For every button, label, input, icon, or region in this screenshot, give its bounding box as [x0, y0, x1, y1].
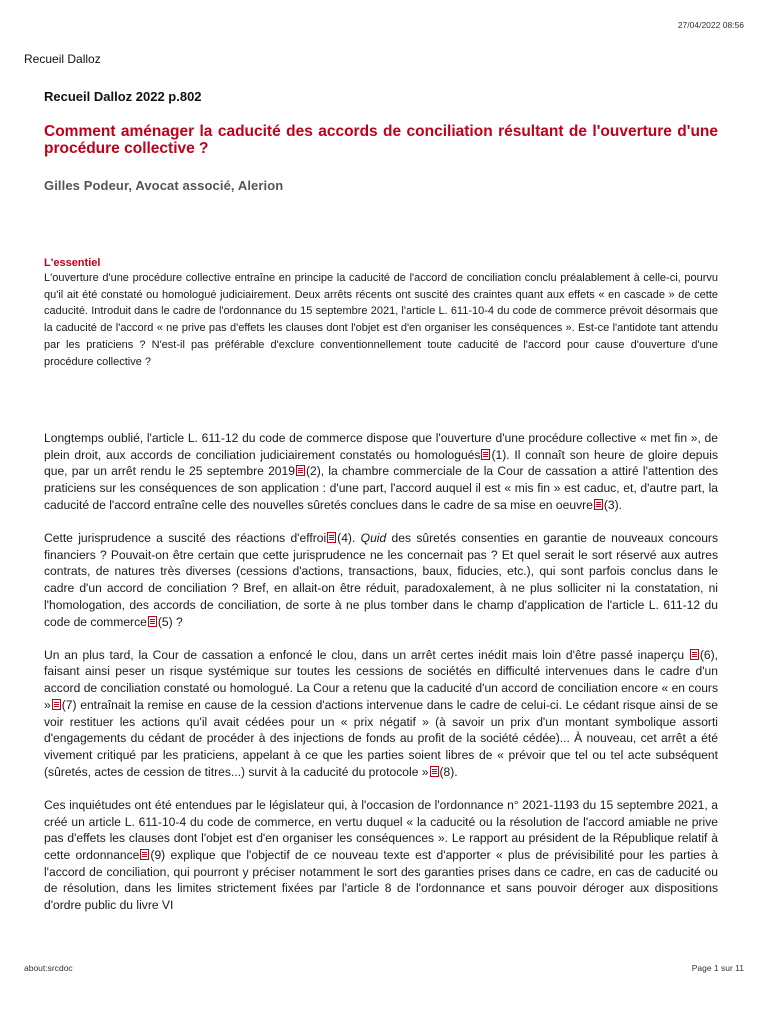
text-run: .	[454, 764, 458, 779]
document-icon[interactable]	[481, 449, 490, 460]
paragraph-2	[44, 530, 718, 630]
document-icon[interactable]	[430, 766, 439, 777]
article-reference: Recueil Dalloz 2022 p.802	[44, 89, 202, 104]
document-icon[interactable]	[690, 649, 699, 660]
document-icon[interactable]	[52, 699, 61, 710]
text-run: . Il connaît son heure de gloire depuis que, par un arrêt rendu le 25 septembre 2019	[44, 447, 718, 479]
text-run: explique que l'objectif de ce nouveau texte est d'apporter « plus de prévisibilité pour les parties à l'accord de conciliation, qui pourront y préciser notamment le sort des garanties prises dans ce cadre, en cas de caducité ou de résolution, dans les limites strictement fixées par l'article 8 de l'ordonnance et sans pouvoir déroger aux dispositions d'ordre public du livre VI	[44, 847, 718, 913]
document-icon[interactable]	[140, 849, 149, 860]
footnote-link-3[interactable]: (3)	[603, 497, 619, 512]
footnote-link-7[interactable]: (7)	[61, 697, 77, 712]
paragraph-1	[44, 430, 718, 514]
document-icon[interactable]	[148, 616, 157, 627]
print-url: about:srcdoc	[24, 963, 73, 973]
text-run: , faisant ainsi peser un risque systémique sur toutes les cessions de sociétés en difficulté intervenues dans le cadre d'un accord de conciliation constaté ou homologué. La Cour a retenu que la caducité d'un accord de conciliation encore « en cours »	[44, 647, 718, 712]
quid-emphasis: Quid	[360, 531, 387, 546]
text-run: entraînait la remise en cause de la cession d'actions intervenue dans le cadre de celui-ci. Le cédant risque ainsi de se voir restituer les actions qu'il avait cédées pour un « prix négatif » (à savoir un prix d'un montant symbolique assorti d'engagements du cédant de procéder à des injections de fonds au profit de la société cédée)... À nouveau, cet arrêt a été vivement critiqué par les praticiens, appelant à ce que les parties soient libres de « prévoir que tel ou tel acte subséquent (sûretés, actes de cession de titres...) survit à la caducité du protocole »	[44, 697, 718, 779]
page-indicator: Page 1 sur 11	[691, 963, 744, 973]
text-run: Longtemps oublié, l'article L. 611-12 du code de commerce dispose que l'ouverture d'une procédure collective « met fin », de plein droit, aux accords de conciliation judiciairement constatés ou homologués	[44, 431, 718, 462]
document-icon[interactable]	[327, 532, 336, 543]
text-run: Un an plus tard, la Cour de cassation a enfoncé le clou, dans un arrêt certes inédit mais loin d'être passé inaperçu	[44, 647, 689, 662]
text-run: Cette jurisprudence a suscité des réactions d'effroi	[44, 531, 327, 546]
text-run: des sûretés consenties en garantie de nouveaux concours financiers ? Pouvait-on être certain que cette jurisprudence ne les concernait pas ? Et quel serait le sort réservé aux autres contrats, de natures très diverses (cessions d'actions, transactions, baux, fiducies, etc.), qui sont parfois conclus dans le cadre d'un accord de conciliation ? Bref, en allait-on être réduit, paradoxalement, à ne plus solliciter ni la constatation, ni l'homologation, des accords de conciliation, de sorte à ne plus tomber dans le champ d'application de l'article L. 611-12 du code de commerce	[44, 531, 718, 629]
text-run: .	[618, 497, 623, 512]
footnote-link-4[interactable]: (4)	[337, 531, 352, 546]
footnote-link-5[interactable]: (5)	[157, 614, 173, 629]
article-body	[44, 430, 718, 914]
footnote-link-1[interactable]: (1)	[491, 447, 507, 462]
footnote-link-6[interactable]: (6)	[699, 647, 715, 662]
document-icon[interactable]	[594, 499, 603, 510]
footnote-link-8[interactable]: (8)	[439, 764, 455, 779]
essentiel-heading: L'essentiel	[44, 257, 101, 269]
essentiel-text: L'ouverture d'une procédure collective entraîne en principe la caducité de l'accord de conciliation conclu préalablement à celle-ci, pourvu qu'il ait été constaté ou homologué judiciairement. Deux arrêts récents ont suscité des craintes quant aux effets « en cascade » de cette caducité. Introduit dans le cadre de l'ordonnance du 15 septembre 2021, l'article L. 611-10-4 du code de commerce prévoit désormais que la caducité de l'accord « ne prive pas d'effets les clauses dont l'objet est d'en organiser les conséquences ». Est-ce l'antidote tant attendu par les praticiens ? N'est-il pas préférable d'exclure conventionnellement toute caducité de l'accord pour cause d'ouverture d'une procédure collective ?	[44, 272, 718, 368]
print-datetime: 27/04/2022 08:56	[677, 20, 744, 30]
footnote-link-2[interactable]: (2)	[306, 464, 321, 479]
text-run: , la chambre commerciale de la Cour de cassation a attiré l'attention des praticiens sur les conséquences de son application : d'une part, l'accord auquel il est « mis fin » est caduc, et, d'autre part, la caducité de l'accord entraîne celle des nouvelles sûretés conclues dans le cadre de sa mise en oeuvre	[44, 464, 718, 512]
source-title: Recueil Dalloz	[24, 52, 101, 66]
essentiel-section	[44, 256, 718, 370]
article-author: Gilles Podeur, Avocat associé, Alerion	[44, 178, 284, 193]
text-run: .	[351, 531, 361, 546]
article-title: Comment aménager la caducité des accords de conciliation résultant de l'ouverture d'une procédure collective ?	[44, 123, 718, 157]
paragraph-3	[44, 647, 718, 781]
text-run: ?	[172, 614, 183, 629]
paragraph-4	[44, 797, 718, 914]
document-icon[interactable]	[296, 465, 305, 476]
text-run: Ces inquiétudes ont été entendues par le législateur qui, à l'occasion de l'ordonnance n° 2021-1193 du 15 septembre 2021, a créé un article L. 611-10-4 du code de commerce, en vertu duquel « la caducité ou la résolution de l'accord amiable ne prive pas d'effets les clauses dont l'objet est d'en organiser les conséquences ». Le rapport au président de la République relatif à cette ordonnance	[44, 797, 718, 862]
footnote-link-9[interactable]: (9)	[150, 847, 166, 862]
